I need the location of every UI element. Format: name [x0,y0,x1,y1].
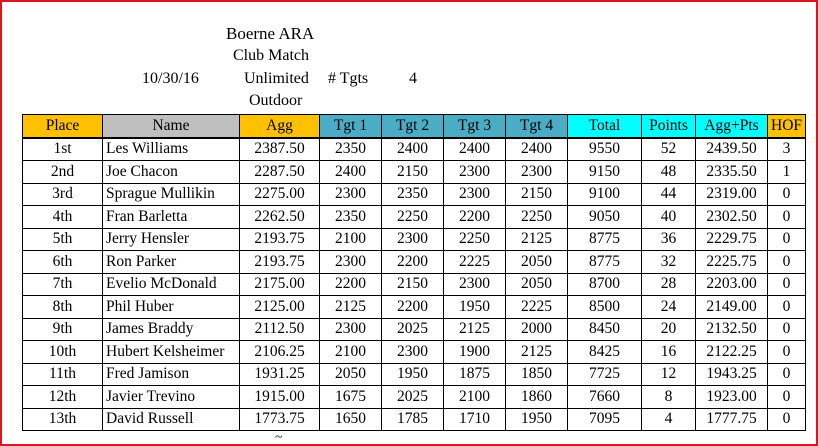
col-header-total: Total [568,115,642,138]
points-cell: 44 [642,183,696,206]
place-cell: 10th [23,341,103,364]
tgt2-cell: 2025 [382,386,444,409]
name-cell: Joe Chacon [103,161,240,184]
place-cell: 8th [23,296,103,319]
col-header-agg-pts: Agg+Pts [696,115,768,138]
hof-cell: 0 [768,318,806,341]
tgt2-cell: 2250 [382,206,444,229]
tgt2-cell: 2400 [382,138,444,161]
total-cell: 9150 [568,161,642,184]
place-cell: 5th [23,228,103,251]
tgt3-cell: 2225 [444,251,506,274]
points-cell: 28 [642,273,696,296]
table-row [23,363,806,386]
name-cell: Fred Jamison [103,363,240,386]
place-cell: 9th [23,318,103,341]
col-header-name: Name [103,115,240,138]
col-header-tgt1: Tgt 1 [320,115,382,138]
col-header-place: Place [23,115,103,138]
agg-pts-cell: 2439.50 [696,138,768,161]
total-cell: 8450 [568,318,642,341]
name-cell: Fran Barletta [103,206,240,229]
agg-cell: 1931.25 [240,363,320,386]
name-cell: Phil Huber [103,296,240,319]
event-title: Club Match [233,47,309,64]
hof-cell: 1 [768,161,806,184]
tgt4-cell: 2150 [506,183,568,206]
total-cell: 9550 [568,138,642,161]
hof-cell: 0 [768,363,806,386]
points-cell: 36 [642,228,696,251]
total-cell: 8775 [568,251,642,274]
agg-cell: 2275.00 [240,183,320,206]
tgts-label: # Tgts [328,70,369,87]
points-cell: 8 [642,386,696,409]
points-cell: 12 [642,363,696,386]
tgt4-cell: 2000 [506,318,568,341]
tgt3-cell: 2250 [444,228,506,251]
agg-cell: 2175.00 [240,273,320,296]
agg-pts-cell: 2335.50 [696,161,768,184]
header-row [23,115,806,138]
col-header-agg: Agg [240,115,320,138]
total-cell: 7095 [568,408,642,431]
tgt2-cell: 2300 [382,341,444,364]
results-body [23,138,806,431]
agg-cell: 2125.00 [240,296,320,319]
total-cell: 8700 [568,273,642,296]
name-cell: Jerry Hensler [103,228,240,251]
agg-cell: 2287.50 [240,161,320,184]
total-cell: 9100 [568,183,642,206]
tgt4-cell: 1860 [506,386,568,409]
tgt4-cell: 1850 [506,363,568,386]
points-cell: 20 [642,318,696,341]
agg-cell: 2193.75 [240,228,320,251]
agg-pts-cell: 2225.75 [696,251,768,274]
match-class: Unlimited [244,70,309,87]
tgt2-cell: 2350 [382,183,444,206]
total-cell: 8500 [568,296,642,319]
table-row [23,161,806,184]
table-row [23,296,806,319]
agg-cell: 1773.75 [240,408,320,431]
table-row [23,228,806,251]
total-cell: 8425 [568,341,642,364]
table-row [23,408,806,431]
table-row [23,138,806,161]
agg-pts-cell: 2122.25 [696,341,768,364]
agg-cell: 2193.75 [240,251,320,274]
place-cell: 7th [23,273,103,296]
tgt1-cell: 2400 [320,161,382,184]
place-cell: 4th [23,206,103,229]
agg-cell: 2387.50 [240,138,320,161]
tgt1-cell: 2125 [320,296,382,319]
total-cell: 9050 [568,206,642,229]
tgt2-cell: 1950 [382,363,444,386]
tgt1-cell: 2200 [320,273,382,296]
hof-cell: 0 [768,251,806,274]
hof-cell: 0 [768,273,806,296]
tgt1-cell: 1650 [320,408,382,431]
tgt1-cell: 2050 [320,363,382,386]
tgt1-cell: 2350 [320,138,382,161]
tgt4-cell: 2400 [506,138,568,161]
agg-pts-cell: 1943.25 [696,363,768,386]
tgt3-cell: 1875 [444,363,506,386]
hof-cell: 0 [768,341,806,364]
name-cell: James Braddy [103,318,240,341]
tgts-value: 4 [409,70,417,87]
tgt2-cell: 2150 [382,273,444,296]
tgt1-cell: 2350 [320,206,382,229]
name-cell: Javier Trevino [103,386,240,409]
table-row [23,183,806,206]
tgt1-cell: 2100 [320,228,382,251]
venue: Outdoor [249,92,303,109]
name-cell: David Russell [103,408,240,431]
hof-cell: 0 [768,386,806,409]
tgt4-cell: 2050 [506,251,568,274]
tgt1-cell: 2300 [320,183,382,206]
col-header-points: Points [642,115,696,138]
col-header-tgt2: Tgt 2 [382,115,444,138]
points-cell: 16 [642,341,696,364]
total-cell: 8775 [568,228,642,251]
tgt1-cell: 1675 [320,386,382,409]
tgt4-cell: 1950 [506,408,568,431]
agg-cell: 2262.50 [240,206,320,229]
footer-mark: ~ [275,430,283,445]
table-row [23,341,806,364]
table-row [23,318,806,341]
tgt3-cell: 2300 [444,183,506,206]
place-cell: 6th [23,251,103,274]
place-cell: 12th [23,386,103,409]
place-cell: 1st [23,138,103,161]
agg-cell: 1915.00 [240,386,320,409]
table-row [23,386,806,409]
tgt3-cell: 1900 [444,341,506,364]
hof-cell: 0 [768,206,806,229]
tgt2-cell: 2200 [382,251,444,274]
tgt4-cell: 2125 [506,341,568,364]
name-cell: Sprague Mullikin [103,183,240,206]
hof-cell: 0 [768,408,806,431]
place-cell: 13th [23,408,103,431]
agg-pts-cell: 2229.75 [696,228,768,251]
col-header-tgt3: Tgt 3 [444,115,506,138]
tgt1-cell: 2100 [320,341,382,364]
club-title: Boerne ARA [226,24,315,43]
agg-pts-cell: 1923.00 [696,386,768,409]
points-cell: 48 [642,161,696,184]
tgt2-cell: 1785 [382,408,444,431]
total-cell: 7660 [568,386,642,409]
name-cell: Evelio McDonald [103,273,240,296]
points-cell: 4 [642,408,696,431]
table-row [23,251,806,274]
agg-pts-cell: 2149.00 [696,296,768,319]
points-cell: 40 [642,206,696,229]
tgt1-cell: 2300 [320,251,382,274]
tgt3-cell: 2125 [444,318,506,341]
name-cell: Ron Parker [103,251,240,274]
points-cell: 52 [642,138,696,161]
name-cell: Hubert Kelsheimer [103,341,240,364]
tgt4-cell: 2125 [506,228,568,251]
tgt2-cell: 2025 [382,318,444,341]
tgt4-cell: 2250 [506,206,568,229]
tgt3-cell: 2100 [444,386,506,409]
hof-cell: 3 [768,138,806,161]
points-cell: 32 [642,251,696,274]
col-header-tgt4: Tgt 4 [506,115,568,138]
results-table [22,114,806,431]
agg-pts-cell: 1777.75 [696,408,768,431]
agg-pts-cell: 2203.00 [696,273,768,296]
tgt3-cell: 2400 [444,138,506,161]
table-row [23,206,806,229]
hof-cell: 0 [768,183,806,206]
tgt2-cell: 2150 [382,161,444,184]
total-cell: 7725 [568,363,642,386]
place-cell: 2nd [23,161,103,184]
tgt3-cell: 1710 [444,408,506,431]
place-cell: 11th [23,363,103,386]
name-cell: Les Williams [103,138,240,161]
points-cell: 24 [642,296,696,319]
agg-pts-cell: 2319.00 [696,183,768,206]
tgt4-cell: 2300 [506,161,568,184]
hof-cell: 0 [768,228,806,251]
hof-cell: 0 [768,296,806,319]
col-header-hof: HOF [768,115,806,138]
tgt4-cell: 2050 [506,273,568,296]
tgt3-cell: 2200 [444,206,506,229]
tgt4-cell: 2225 [506,296,568,319]
agg-pts-cell: 2302.50 [696,206,768,229]
match-date: 10/30/16 [142,70,199,87]
agg-pts-cell: 2132.50 [696,318,768,341]
place-cell: 3rd [23,183,103,206]
tgt3-cell: 2300 [444,273,506,296]
agg-cell: 2112.50 [240,318,320,341]
table-row [23,273,806,296]
tgt2-cell: 2300 [382,228,444,251]
tgt3-cell: 1950 [444,296,506,319]
agg-cell: 2106.25 [240,341,320,364]
tgt3-cell: 2300 [444,161,506,184]
tgt2-cell: 2200 [382,296,444,319]
tgt1-cell: 2300 [320,318,382,341]
